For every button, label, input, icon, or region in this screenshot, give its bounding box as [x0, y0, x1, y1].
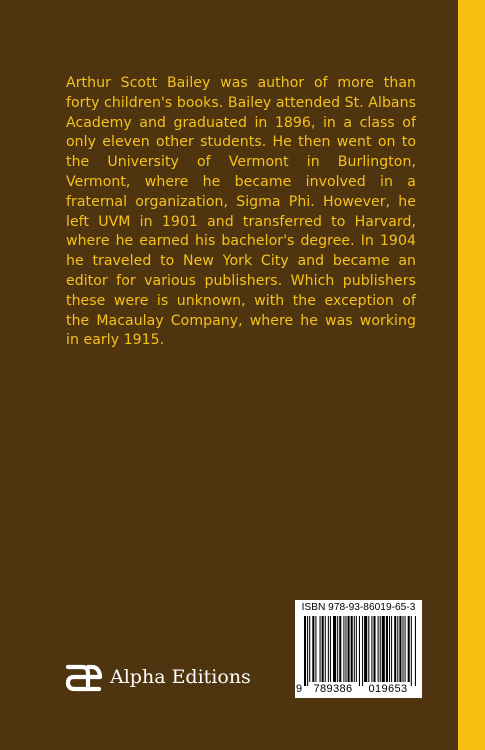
- publisher-mark: [65, 659, 251, 695]
- barcode-bar: [348, 616, 350, 682]
- isbn-label: ISBN 978-93-86019-65-3: [301, 602, 416, 613]
- barcode-bar: [356, 616, 357, 682]
- ae-ligature-logo-icon: [65, 661, 103, 693]
- barcode-bar: [322, 616, 324, 682]
- isbn-barcode: [295, 600, 422, 698]
- barcode-bar: [339, 616, 341, 682]
- barcode-lead-digit: 9: [296, 683, 303, 695]
- barcode-left-digits: 789386: [313, 683, 353, 695]
- barcode-right-digits: 019653: [368, 683, 408, 695]
- barcode-bar: [399, 616, 401, 682]
- barcode-bar: [307, 616, 308, 686]
- barcode-bar: [408, 616, 410, 682]
- barcode-bar: [371, 616, 372, 682]
- author-blurb: Arthur Scott Bailey was author of more than forty children's books. Bailey attended St. Albans Academy and graduated in 1896, in a class of only eleven other students. He then went on to the University of Vermont in Burlington, Vermont, where he became involved in a fraternal organization, Sigma Phi. However, he left UVM in 1901 and transferred to Harvard, where he earned his bachelor's degree. In 1904 he traveled to New York City and became an editor for various publishers. Which publishers these were is unknown, with the exception of the Macaulay Company, where he was working in early 1915.: [66, 75, 416, 349]
- barcode-bar: [343, 616, 344, 682]
- barcode-bar: [380, 616, 381, 682]
- barcode-bar: [337, 616, 338, 682]
- barcode-bar: [386, 616, 388, 682]
- barcode-bar: [354, 616, 355, 682]
- barcode-bar: [364, 616, 367, 682]
- barcode-bar: [304, 616, 306, 686]
- barcode-bar: [397, 616, 398, 682]
- barcode-bar: [415, 616, 416, 686]
- barcode-bar: [359, 616, 360, 686]
- barcode-bar: [320, 616, 321, 682]
- spine-color-strip: [458, 0, 485, 750]
- barcode-bar: [362, 616, 363, 686]
- barcode-bar: [389, 616, 390, 682]
- barcode-bar: [373, 616, 375, 682]
- barcode-bar: [345, 616, 346, 682]
- barcode-bar: [405, 616, 406, 682]
- barcode-bar: [330, 616, 331, 682]
- barcode-bar: [368, 616, 369, 682]
- barcode-bar: [402, 616, 403, 682]
- barcode-bar: [328, 616, 329, 682]
- barcode-bar: [351, 616, 353, 682]
- barcode-bar: [325, 616, 326, 682]
- barcode-bar: [312, 616, 314, 682]
- barcode-bar: [378, 616, 379, 682]
- barcode-bar: [382, 616, 385, 682]
- publisher-name: Alpha Editions: [110, 666, 251, 688]
- barcode-bar: [309, 616, 310, 682]
- barcode-bar: [315, 616, 316, 682]
- barcode-bars: [304, 616, 417, 686]
- barcode-bar: [394, 616, 396, 682]
- barcode-bar: [333, 616, 336, 682]
- barcode-bar: [391, 616, 392, 682]
- barcode-bar: [411, 616, 412, 686]
